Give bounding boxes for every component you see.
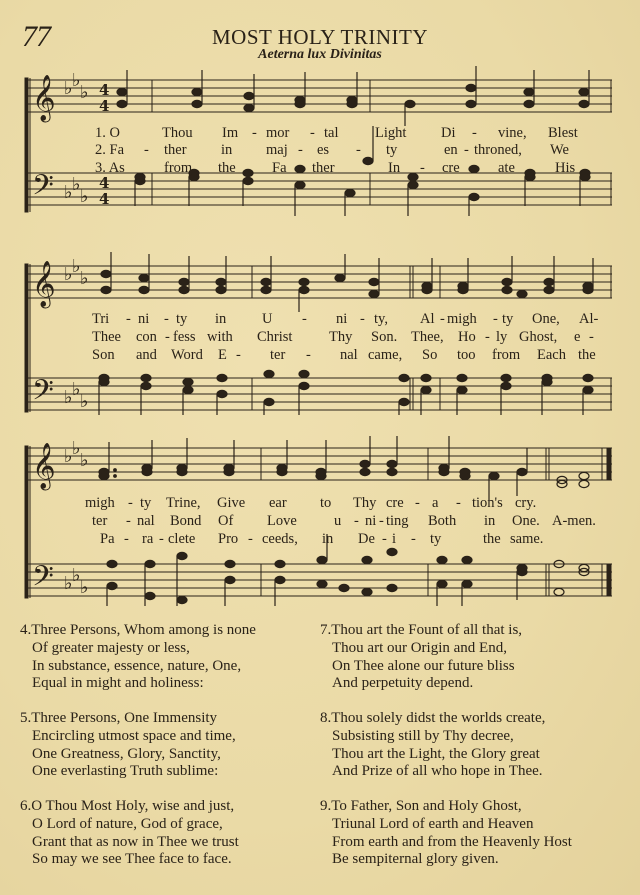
svg-text:♭: ♭	[80, 268, 89, 289]
svg-text:♭: ♭	[64, 182, 73, 203]
hymn-number: 77	[22, 20, 50, 53]
treble-clef-icon: 𝄞	[32, 75, 56, 121]
svg-text:♭: ♭	[64, 264, 73, 285]
hymn-subtitle: Aeterna lux Divinitas	[258, 47, 382, 62]
svg-text:♭: ♭	[72, 379, 81, 400]
bass-clef-icon: 𝄢	[32, 169, 54, 209]
verse-9: 9.To Father, Son and Holy Ghost, Triunal Lord of earth and Heaven From earth and from the Heavenly Host Be sempiternal glory given.	[320, 798, 572, 868]
lyric-line-verse-1: migh - ty Trine, Give ear to Thy cre - a - tion's cry.	[85, 495, 537, 511]
lyric-line-verse-1: 1. O Thou Im - mor - tal Light Di - vine, Blest	[95, 125, 578, 141]
music-system-1	[22, 66, 612, 216]
treble-clef-icon: 𝄞	[32, 443, 56, 489]
svg-text:♭: ♭	[72, 438, 81, 459]
svg-text:♭: ♭	[72, 256, 81, 277]
svg-text:♭: ♭	[80, 450, 89, 471]
lyric-line-verse-2: Thee con - fess with Christ Thy Son. Thee, Ho - ly Ghost, e -	[92, 329, 594, 345]
svg-text:♭: ♭	[80, 391, 89, 412]
verse-7: 7.Thou art the Fount of all that is, Thou art our Origin and End, On Thee alone our future bliss And perpetuity depend.	[320, 622, 523, 692]
lyric-line-verse-1: Tri - ni - ty in U - ni - ty, Al - migh - ty One, Al-	[92, 311, 599, 327]
svg-text:♭: ♭	[80, 82, 89, 103]
svg-text:♭: ♭	[80, 577, 89, 598]
lyric-line-verse-3: Pa - ra - clete Pro - ceeds, in De - i - ty the same.	[100, 531, 544, 547]
svg-text:4: 4	[99, 81, 110, 99]
hymn-title: MOST HOLY TRINITY	[211, 25, 428, 49]
lyric-line-verse-3: 3. As from the Fa - ther In - cre - ate His	[95, 160, 576, 176]
svg-text:♭: ♭	[72, 174, 81, 195]
svg-text:4: 4	[99, 174, 110, 192]
verse-4: 4.Three Persons, Whom among is none Of greater majesty or less, In substance, essence, nature, One, Equal in might and holiness:	[20, 622, 256, 692]
svg-text:♭: ♭	[64, 446, 73, 467]
lyric-line-verse-2: ter - nal Bond Of Love u - ni - ting Both in One. A-men.	[92, 513, 596, 529]
music-system-2	[22, 250, 612, 420]
svg-text:♭: ♭	[80, 186, 89, 207]
svg-text:4: 4	[99, 97, 110, 115]
treble-clef-icon: 𝄞	[32, 261, 56, 307]
verse-6: 6.O Thou Most Holy, wise and just, O Lord of nature, God of grace, Grant that as now in Thee we trust So may we see Thee face to face.	[20, 798, 239, 868]
lyric-line-verse-2: 2. Fa - ther in maj - es - ty en - throned, We	[95, 142, 569, 158]
music-system-3	[22, 434, 612, 610]
svg-text:♭: ♭	[72, 565, 81, 586]
svg-text:♭: ♭	[64, 573, 73, 594]
svg-text:♭: ♭	[64, 387, 73, 408]
svg-text:♭: ♭	[72, 70, 81, 91]
svg-text:♭: ♭	[64, 78, 73, 99]
lyric-line-verse-3: Son and Word E - ter - nal came, So too from Each the	[92, 347, 596, 363]
bass-clef-icon: 𝄢	[32, 374, 54, 414]
verse-8: 8.Thou solely didst the worlds create, Subsisting still by Thy decree, Thou art the Light, the Glory great And Prize of all who hope in Thee.	[320, 710, 546, 780]
bass-clef-icon: 𝄢	[32, 560, 54, 600]
svg-text:4: 4	[99, 190, 110, 208]
verse-5: 5.Three Persons, One Immensity Encircling utmost space and time, One Greatness, Glory, Sanctity, One everlasting Truth sublime:	[20, 710, 236, 780]
